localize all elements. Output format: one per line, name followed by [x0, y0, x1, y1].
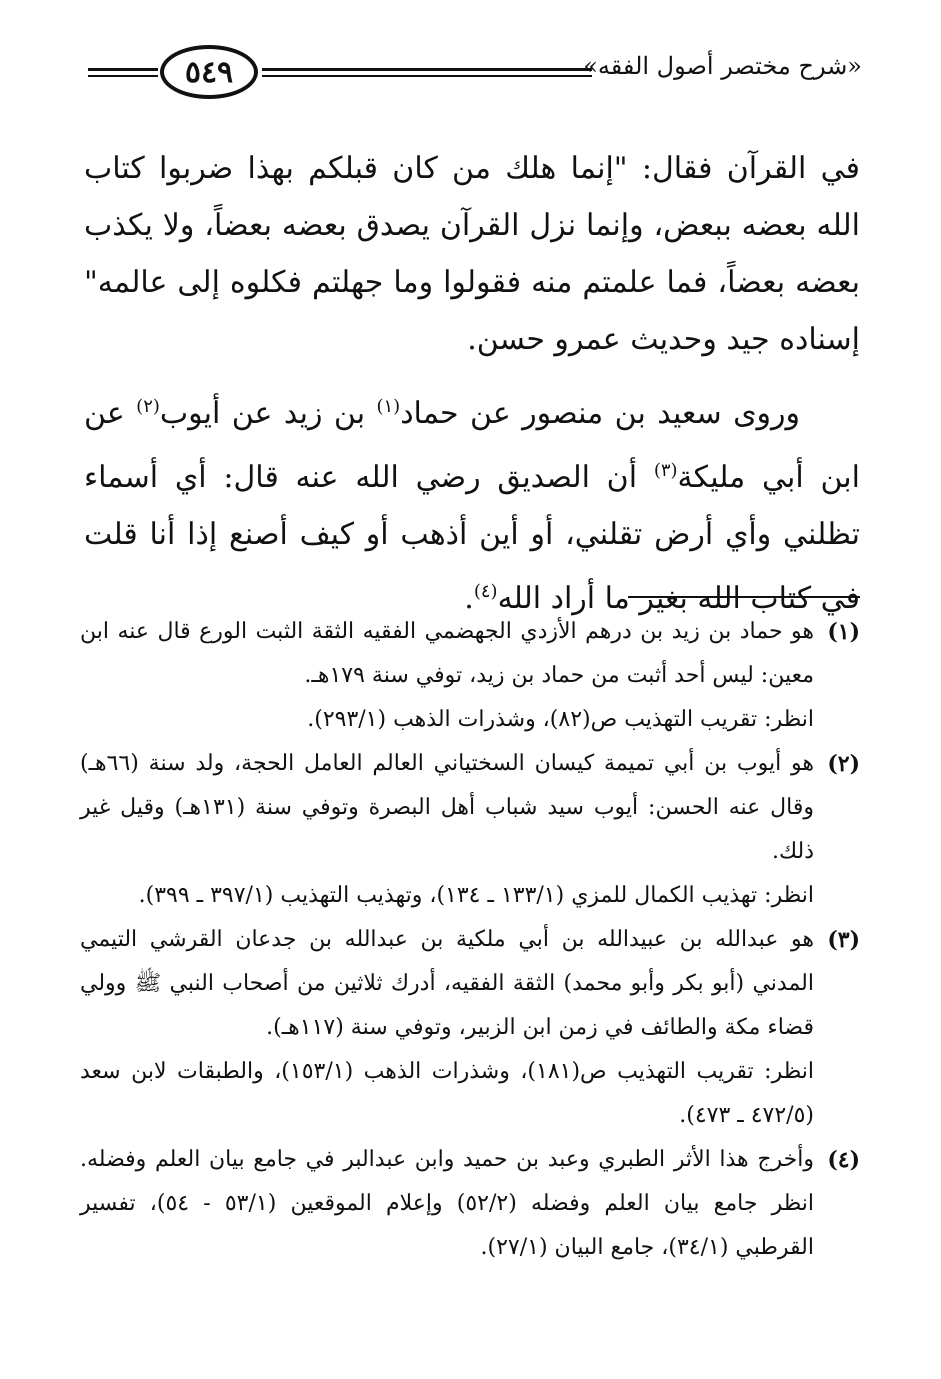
footnote-line: هو حماد بن زيد بن درهم الأزدي الجهضمي الفقيه الثقة الثبت الورع قال عنه ابن معين: ليس أحد أثبت من حماد بن زيد، توفي سنة ١٧٩هـ.: [80, 619, 814, 688]
footnote-number: (١): [827, 619, 860, 645]
header-rule: [88, 75, 158, 77]
footnote-line: انظر: تهذيب الكمال للمزي (١٣٣/١ ـ ١٣٤)، وتهذيب التهذيب (٣٩٧/١ ـ ٣٩٩).: [138, 883, 814, 908]
footnote-body: [80, 918, 814, 1138]
footnote-line: هو عبدالله بن عبيدالله بن أبي ملكية بن عبدالله بن جدعان القرشي التيمي المدني (أبو بكر وأبو محمد) الثقة الفقيه، أدرك ثلاثين من أصحاب النبي ﷺ وولي قضاء مكة والطائف في زمن ابن الزبير، وتوفي سنة (١١٧هـ).: [80, 927, 814, 1040]
footnote: [80, 1138, 860, 1270]
footnote-divider: [628, 596, 860, 598]
footnote-line: وأخرج هذا الأثر الطبري وعبد بن حميد وابن عبدالبر في جامع بيان العلم وفضله. انظر جامع بيان العلم وفضله (٥٢/٢) وإعلام الموقعين (٥٣/١ - ٥٤)، تفسير القرطبي (٣٤/١)، جامع البيان (٢٧/١).: [80, 1147, 814, 1260]
footnote-ref[interactable]: (١): [376, 396, 401, 417]
footnote-ref[interactable]: (٣): [653, 460, 678, 481]
footnote: [80, 610, 860, 742]
paragraph: في القرآن فقال: "إنما هلك من كان قبلكم بهذا ضربوا كتاب الله بعضه ببعض، وإنما نزل القرآن يصدق بعضه بعضاً، ولا يكذب بعضه بعضاً، فما علمتم منه فقولوا وما جهلتم فكلوه إلى عالمه" إسناده جيد وحديث عمرو حسن.: [84, 151, 860, 357]
text-run: أن الصديق رضي الله عنه قال: أي أسماء تظلني وأي أرض تقلني، أو أين أذهب أو كيف أصنع إذا أنا قلت في كتاب الله بغير ما أراد الله: [84, 460, 860, 616]
text-run: بن زيد عن أيوب: [159, 396, 377, 431]
footnote-number: (٤): [827, 1147, 860, 1173]
footnote-body: [80, 1138, 814, 1270]
main-text: [84, 140, 860, 627]
footnote: [80, 918, 860, 1138]
footnote-ref[interactable]: (٢): [136, 396, 160, 417]
text-run: .: [464, 581, 474, 616]
footnote: [80, 742, 860, 918]
page-header: [0, 0, 941, 130]
footnote-line: انظر: تقريب التهذيب ص(١٨١)، وشذرات الذهب (١٥٣/١)، والطبقات لابن سعد (٤٧٢/٥ ـ ٤٧٣).: [80, 1059, 814, 1128]
footnote-body: [80, 610, 814, 742]
page-number: ٥٤٩: [160, 45, 258, 99]
paragraph: [84, 378, 860, 627]
header-rule: [88, 68, 158, 71]
footnote-number: (٣): [827, 927, 860, 953]
header-rule: [262, 68, 592, 71]
footnote-body: [80, 742, 814, 918]
header-rule: [262, 75, 592, 77]
footnote-line: هو أيوب بن أبي تميمة كيسان السختياني العالم العامل الحجة، ولد سنة (٦٦هـ) وقال عنه الحسن: أيوب سيد شباب أهل البصرة وتوفي سنة (١٣١هـ) وقيل غير ذلك.: [80, 751, 814, 864]
running-title: «شرح مختصر أصول الفقه»: [583, 52, 862, 80]
footnotes: [80, 610, 860, 1270]
footnote-line: انظر: تقريب التهذيب ص(٨٢)، وشذرات الذهب (٢٩٣/١).: [307, 707, 814, 732]
text-run: وروى سعيد بن منصور عن حماد: [400, 396, 801, 431]
footnote-ref[interactable]: (٤): [473, 581, 498, 602]
footnote-number: (٢): [827, 751, 860, 777]
text-run: عن ابن أبي مليكة: [84, 396, 860, 495]
